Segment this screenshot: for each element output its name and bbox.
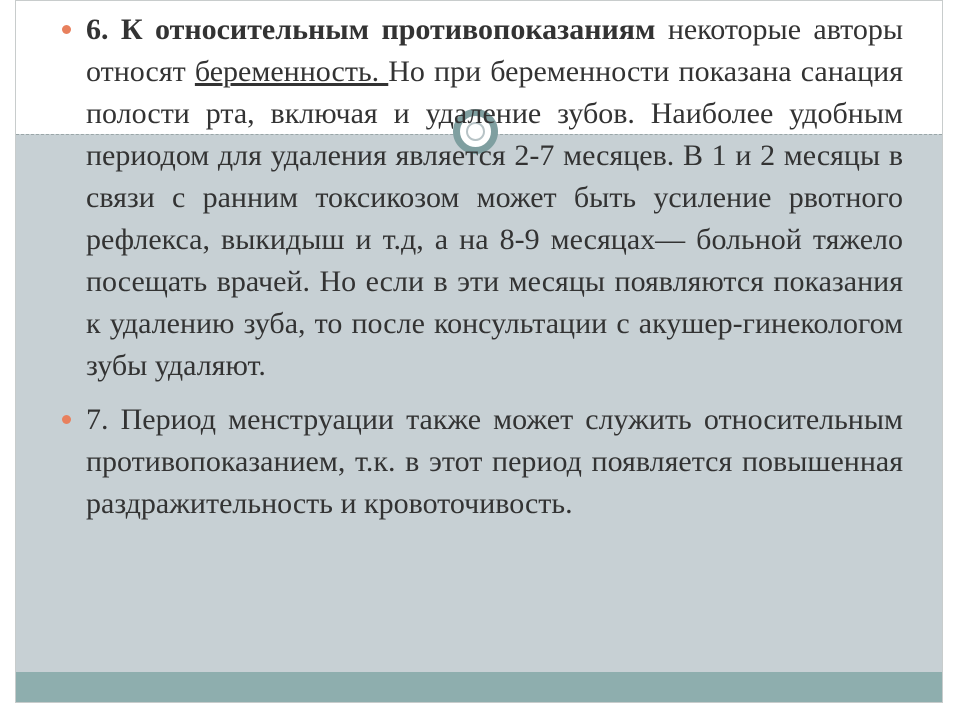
- slide-body: [58, 9, 903, 525]
- bullet-dot-icon: [62, 25, 71, 34]
- bullet-item-menstruation: [58, 399, 903, 525]
- bullet-text: 7. Период менструации также может служить относительным противопоказанием, т.к. в этот период появляется повышенная раздражительность и кровоточивость.: [86, 403, 903, 520]
- underlined-term: беременность.: [194, 55, 389, 88]
- slide-footer-band: [16, 672, 942, 703]
- bullet-item-pregnancy: [58, 9, 903, 387]
- bullet-text-part: некоторые авторы относят: [86, 13, 903, 88]
- bullet-heading: 6. К относительным противопоказаниям: [86, 13, 656, 46]
- bullet-dot-icon: [62, 415, 71, 424]
- bullet-text-part: Но при беременности показана санация полости рта, включая и удаление зубов. Наиболее удобным периодом для удаления является 2-7 месяцев. В 1 и 2 месяцы в связи с ранним токсикозом может быть усиление рвотного рефлекса, выкидыш и т.д, а на 8-9 месяцах— больной тяжело посещать врачей. Но если в эти месяцы появляются показания к удалению зуба, то после консультации с акушер-гинекологом зубы удаляют.: [86, 55, 903, 382]
- bullet-text: [86, 9, 903, 387]
